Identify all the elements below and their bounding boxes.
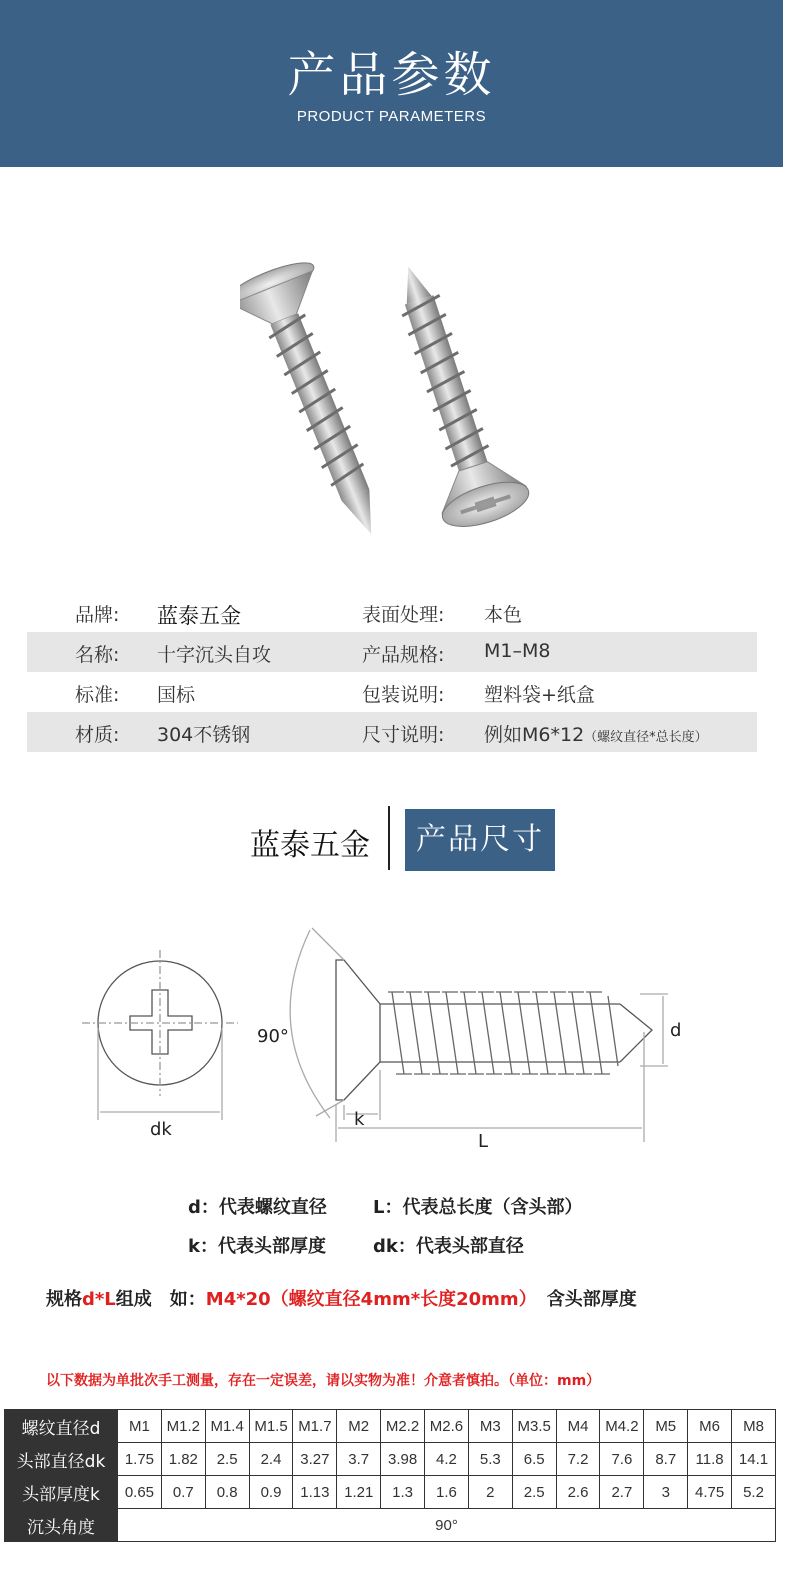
table-cell: 2 bbox=[468, 1476, 512, 1509]
table-cell: M4 bbox=[556, 1410, 600, 1443]
table-cell: M1.7 bbox=[293, 1410, 337, 1443]
table-cell: 1.21 bbox=[337, 1476, 381, 1509]
table-cell: M3 bbox=[468, 1410, 512, 1443]
table-cell: M1 bbox=[118, 1410, 162, 1443]
section-brand: 蓝泰五金 bbox=[250, 828, 370, 863]
row-header: 沉头角度 bbox=[5, 1509, 118, 1542]
legend-d: d：代表螺纹直径 bbox=[188, 1197, 327, 1218]
table-cell: 5.2 bbox=[732, 1476, 776, 1509]
table-cell: 1.13 bbox=[293, 1476, 337, 1509]
table-cell: M1.5 bbox=[249, 1410, 293, 1443]
dk-row bbox=[5, 1443, 776, 1476]
table-cell: 3.27 bbox=[293, 1443, 337, 1476]
table-cell: 2.5 bbox=[512, 1476, 556, 1509]
table-cell: 3.7 bbox=[337, 1443, 381, 1476]
table-cell: 1.75 bbox=[118, 1443, 162, 1476]
spec-value bbox=[484, 720, 708, 747]
spec-label: 产品规格: bbox=[362, 644, 445, 666]
table-cell: 7.6 bbox=[600, 1443, 644, 1476]
page-subtitle: PRODUCT PARAMETERS bbox=[296, 108, 487, 125]
k-row bbox=[5, 1476, 776, 1509]
table-cell: M4.2 bbox=[600, 1410, 644, 1443]
table-cell: M3.5 bbox=[512, 1410, 556, 1443]
table-cell: M2.6 bbox=[425, 1410, 469, 1443]
spec-value: 本色 bbox=[484, 604, 523, 626]
spec-value-main: 例如M6*12 bbox=[484, 724, 585, 746]
spec-row bbox=[27, 712, 757, 752]
table-cell: M6 bbox=[688, 1410, 732, 1443]
table-cell: 0.9 bbox=[249, 1476, 293, 1509]
dimension-table bbox=[4, 1409, 776, 1542]
spec-value: 国标 bbox=[157, 684, 196, 706]
header-banner bbox=[0, 0, 783, 167]
angle-label: 90° bbox=[257, 1026, 289, 1047]
spec-row bbox=[27, 592, 757, 632]
table-cell: M2 bbox=[337, 1410, 381, 1443]
spec-value: 蓝泰五金 bbox=[157, 604, 241, 628]
table-cell: 1.3 bbox=[381, 1476, 425, 1509]
spec-value: 塑料袋+纸盒 bbox=[484, 684, 595, 706]
page-title: 产品参数 bbox=[287, 47, 496, 103]
table-cell: M1.4 bbox=[205, 1410, 249, 1443]
diameter-label: d bbox=[670, 1020, 682, 1041]
table-cell: 1.6 bbox=[425, 1476, 469, 1509]
table-cell: M5 bbox=[644, 1410, 688, 1443]
length-label: L bbox=[478, 1131, 489, 1152]
legend-dk: dk：代表头部直径 bbox=[373, 1236, 524, 1257]
table-cell: 3.98 bbox=[381, 1443, 425, 1476]
spec-example-highlight: M4*20（螺纹直径4mm*长度20mm） bbox=[205, 1289, 537, 1310]
table-cell: 8.7 bbox=[644, 1443, 688, 1476]
table-cell: 0.7 bbox=[161, 1476, 205, 1509]
table-cell: 7.2 bbox=[556, 1443, 600, 1476]
table-cell: M8 bbox=[732, 1410, 776, 1443]
table-cell: 0.8 bbox=[205, 1476, 249, 1509]
measurement-note: 以下数据为单批次手工测量，存在一定误差，请以实物为准！介意者慎拍。（单位：mm） bbox=[46, 1373, 601, 1389]
legend-L: L：代表总长度（含头部） bbox=[373, 1197, 583, 1218]
spec-example-highlight: d*L bbox=[82, 1289, 116, 1310]
table-cell: M2.2 bbox=[381, 1410, 425, 1443]
dk-label: dk bbox=[150, 1119, 172, 1140]
spec-value: M1–M8 bbox=[484, 640, 551, 662]
section-divider bbox=[388, 806, 390, 870]
spec-label: 名称: bbox=[75, 644, 120, 666]
spec-label: 材质: bbox=[75, 724, 120, 746]
size-row bbox=[5, 1410, 776, 1443]
table-cell: 14.1 bbox=[732, 1443, 776, 1476]
table-cell: 11.8 bbox=[688, 1443, 732, 1476]
section-heading bbox=[0, 806, 790, 870]
spec-table bbox=[27, 592, 757, 752]
table-cell: 5.3 bbox=[468, 1443, 512, 1476]
table-cell: 3 bbox=[644, 1476, 688, 1509]
table-cell: 2.7 bbox=[600, 1476, 644, 1509]
table-cell: M1.2 bbox=[161, 1410, 205, 1443]
screw-head-side bbox=[336, 960, 380, 1100]
spec-label: 包装说明: bbox=[362, 684, 445, 706]
k-label: k bbox=[354, 1109, 365, 1130]
row-header: 头部厚度k bbox=[5, 1476, 118, 1509]
section-label: 产品尺寸 bbox=[405, 809, 555, 871]
spec-label: 表面处理: bbox=[362, 604, 445, 626]
spec-label: 品牌: bbox=[75, 604, 120, 626]
spec-example-text: 含头部厚度 bbox=[546, 1289, 637, 1310]
table-cell: 0.65 bbox=[118, 1476, 162, 1509]
spec-label: 尺寸说明: bbox=[362, 724, 445, 746]
product-photo bbox=[240, 255, 540, 545]
table-cell: 6.5 bbox=[512, 1443, 556, 1476]
cross-recess-icon bbox=[130, 990, 192, 1054]
spec-row bbox=[27, 632, 757, 672]
table-cell: 4.2 bbox=[425, 1443, 469, 1476]
row-header: 螺纹直径d bbox=[5, 1410, 118, 1443]
angle-row bbox=[5, 1509, 776, 1542]
spec-label: 标准: bbox=[75, 684, 120, 706]
table-cell: 1.82 bbox=[161, 1443, 205, 1476]
spec-row bbox=[27, 672, 757, 712]
spec-value: 304不锈钢 bbox=[157, 724, 251, 746]
spec-example-text: 规格 bbox=[46, 1289, 82, 1310]
table-cell: 2.4 bbox=[249, 1443, 293, 1476]
spec-value: 十字沉头自攻 bbox=[157, 644, 272, 666]
table-cell: 2.6 bbox=[556, 1476, 600, 1509]
legend-k: k：代表头部厚度 bbox=[188, 1236, 326, 1257]
row-header: 头部直径dk bbox=[5, 1443, 118, 1476]
spec-example bbox=[46, 1285, 637, 1311]
spec-example-text: 组成 如： bbox=[115, 1289, 206, 1310]
table-cell: 90° bbox=[118, 1509, 776, 1542]
table-cell: 2.5 bbox=[205, 1443, 249, 1476]
spec-value-note: （螺纹直径*总长度） bbox=[584, 730, 708, 745]
table-cell: 4.75 bbox=[688, 1476, 732, 1509]
dimension-diagram bbox=[0, 920, 790, 1160]
